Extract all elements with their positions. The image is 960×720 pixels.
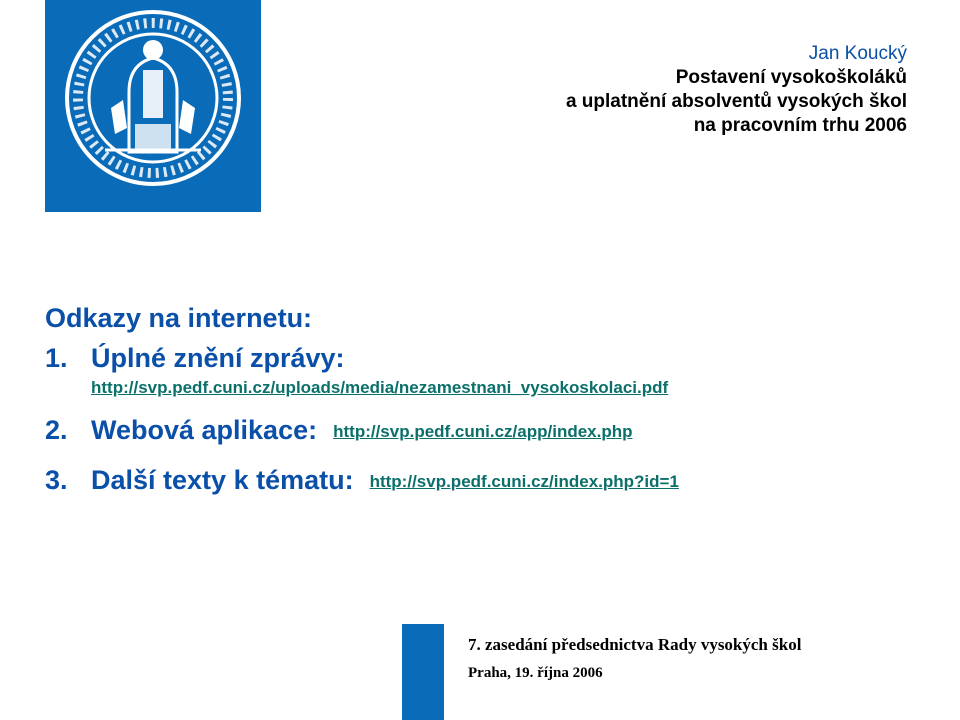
list-item-number: 3. [45, 465, 68, 495]
title-line-3: na pracovním trhu 2006 [693, 115, 907, 136]
list-item-label: Další texty k tématu: [91, 465, 354, 495]
footer-accent-bar [402, 624, 444, 720]
list-item [45, 343, 925, 415]
list-item [45, 415, 925, 465]
title-line-2: a uplatnění absolventů vysokých škol [565, 91, 907, 112]
links-list [45, 343, 925, 496]
author-name: Jan Koucký [808, 43, 907, 64]
web-app-link[interactable]: http://svp.pedf.cuni.cz/app/index.php [333, 422, 633, 441]
university-seal-icon [45, 0, 261, 212]
presentation-header [566, 42, 907, 138]
report-link[interactable]: http://svp.pedf.cuni.cz/uploads/media/nezamestnani_vysokoskolaci.pdf [91, 378, 669, 397]
more-texts-link[interactable]: http://svp.pedf.cuni.cz/index.php?id=1 [369, 472, 679, 491]
section-heading: Odkazy na internetu: [45, 303, 313, 333]
footer [468, 635, 801, 682]
list-item [45, 465, 925, 496]
list-item-number: 1. [45, 343, 68, 373]
list-item-number: 2. [45, 415, 68, 445]
list-item-label: Úplné znění zprávy: [91, 343, 345, 373]
footer-event: 7. zasedání předsednictva Rady vysokých škol [468, 635, 802, 654]
footer-date: Praha, 19. října 2006 [468, 665, 603, 681]
list-item-label: Webová aplikace: [91, 415, 318, 445]
title-line-1: Postavení vysokoškoláků [675, 67, 907, 88]
university-seal-panel [45, 0, 261, 212]
